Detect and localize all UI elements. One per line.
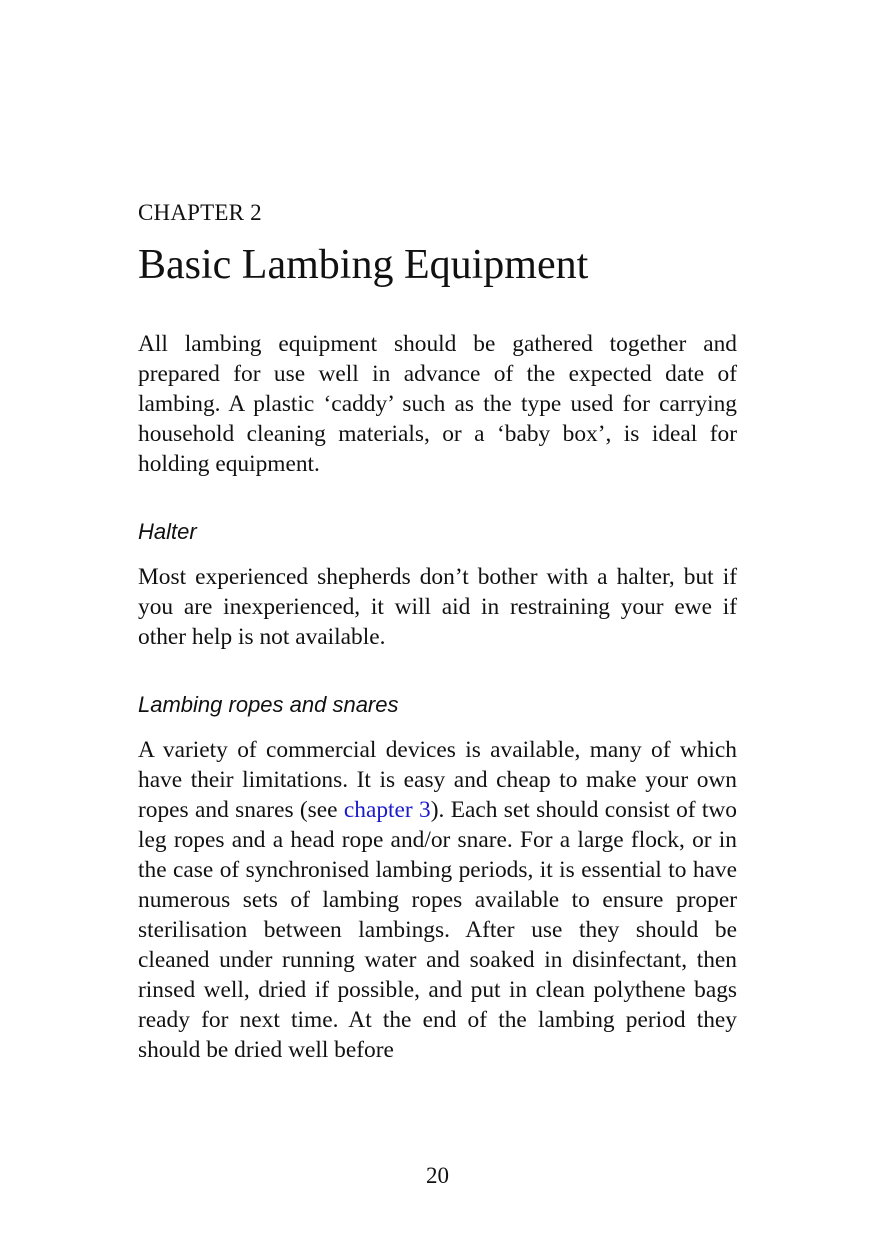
lambing-ropes-paragraph xyxy=(138,735,737,1065)
chapter-label: CHAPTER 2 xyxy=(138,200,262,225)
chapter-3-link[interactable]: chapter 3 xyxy=(343,797,431,823)
intro-paragraph: All lambing equipment should be gathered together and prepared for use well in advance of the expected date of lambing. A plastic ‘caddy’ such as the type used for carrying household cleaning materials, or a ‘baby box’, is ideal for holding equipment. xyxy=(138,331,737,477)
halter-paragraph: Most experienced shepherds don’t bother with a halter, but if you are inexperienced, it will aid in restraining your ewe if other help is not available. xyxy=(138,564,737,650)
section-heading-lambing-ropes: Lambing ropes and snares xyxy=(138,692,399,717)
section-heading-halter: Halter xyxy=(138,519,197,544)
chapter-title: Basic Lambing Equipment xyxy=(138,242,589,288)
lambing-ropes-text-before-link: A variety of commercial devices is available, many of which have their limitations. It is easy and cheap to make your own ropes and snares (see xyxy=(138,737,737,823)
lambing-ropes-text-after-link: ). Each set should consist of two leg ropes and a head rope and/or snare. For a large flock, or in the case of synchronised lambing periods, it is essential to have numerous sets of lambing ropes available to ensure proper sterilisation between lambings. After use they should be cleaned under running water and soaked in disinfectant, then rinsed well, dried if possible, and put in clean polythene bags ready for next time. At the end of the lambing period they should be dried well before xyxy=(138,797,738,1063)
page-number: 20 xyxy=(426,1163,449,1188)
